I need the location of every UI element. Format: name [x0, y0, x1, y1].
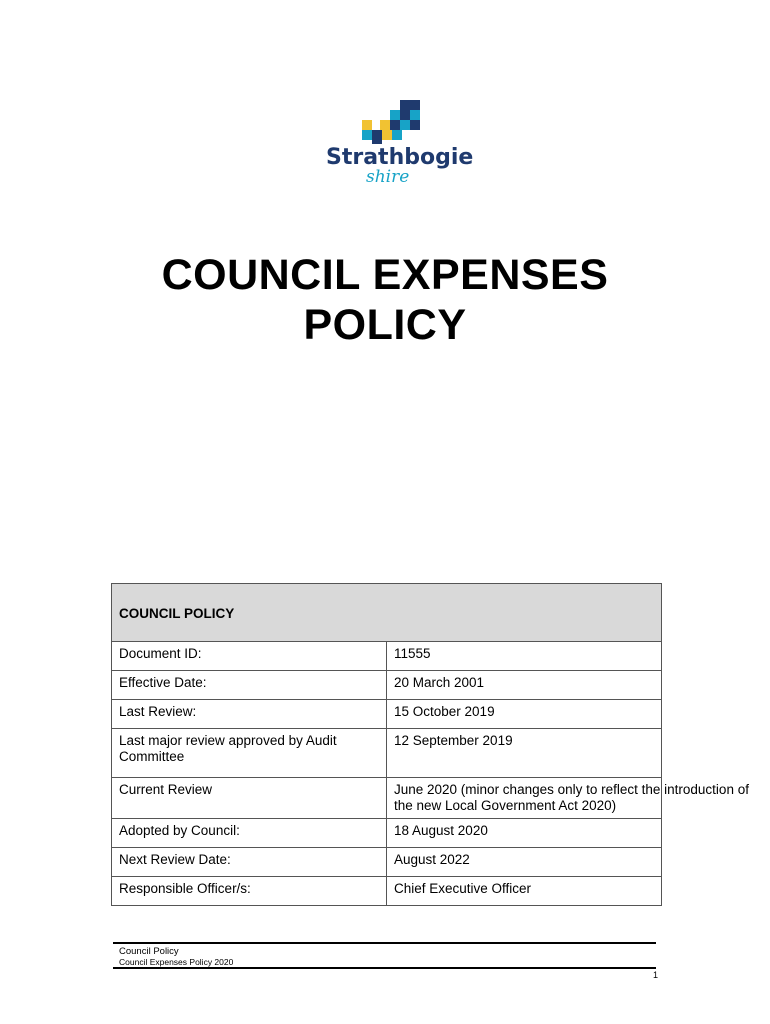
- policy-details-table: [111, 583, 749, 906]
- row-label: Next Review Date:: [112, 848, 387, 877]
- row-label: Responsible Officer/s:: [112, 877, 387, 906]
- footer-policy-type: Council Policy: [119, 946, 179, 957]
- row-value: 18 August 2020: [387, 819, 662, 848]
- row-value: August 2022: [387, 848, 662, 877]
- current-review-line-1: June 2020 (minor changes only to reflect the introduction of: [394, 782, 749, 797]
- row-value: 12 September 2019: [387, 729, 662, 778]
- table-row: [112, 671, 662, 700]
- row-label: Current Review: [112, 778, 387, 819]
- row-label: Last Review:: [112, 700, 387, 729]
- footer-divider-top: [113, 942, 656, 944]
- row-label: Document ID:: [112, 642, 387, 671]
- table-row: [112, 778, 662, 819]
- table-row: [112, 819, 662, 848]
- table-row: [112, 642, 662, 671]
- strathbogie-shire-logo: [322, 98, 472, 188]
- logo-mark-icon: [322, 98, 472, 188]
- footer-divider-bottom: [113, 967, 656, 969]
- title-line-1: COUNCIL EXPENSES: [161, 251, 609, 299]
- row-value: 15 October 2019: [387, 700, 662, 729]
- table-row: [112, 848, 662, 877]
- page-number: 1: [653, 970, 659, 980]
- row-value: 11555: [387, 642, 662, 671]
- document-title: [0, 250, 770, 350]
- table-row: [112, 729, 662, 778]
- logo-sub: shire: [366, 167, 410, 187]
- table-header: COUNCIL POLICY: [112, 584, 662, 642]
- title-line-2: POLICY: [303, 301, 467, 349]
- row-value: Chief Executive Officer: [387, 877, 662, 906]
- row-label: Adopted by Council:: [112, 819, 387, 848]
- table-row: [112, 700, 662, 729]
- row-value: [387, 778, 749, 819]
- current-review-line-2: the new Local Government Act 2020): [394, 798, 617, 813]
- footer-policy-name: Council Expenses Policy 2020: [119, 957, 234, 967]
- row-label: Effective Date:: [112, 671, 387, 700]
- row-label: Last major review approved by Audit Committee: [112, 729, 387, 778]
- row-value: 20 March 2001: [387, 671, 662, 700]
- logo-name: Strathbogie: [326, 145, 474, 170]
- table-row: [112, 877, 662, 906]
